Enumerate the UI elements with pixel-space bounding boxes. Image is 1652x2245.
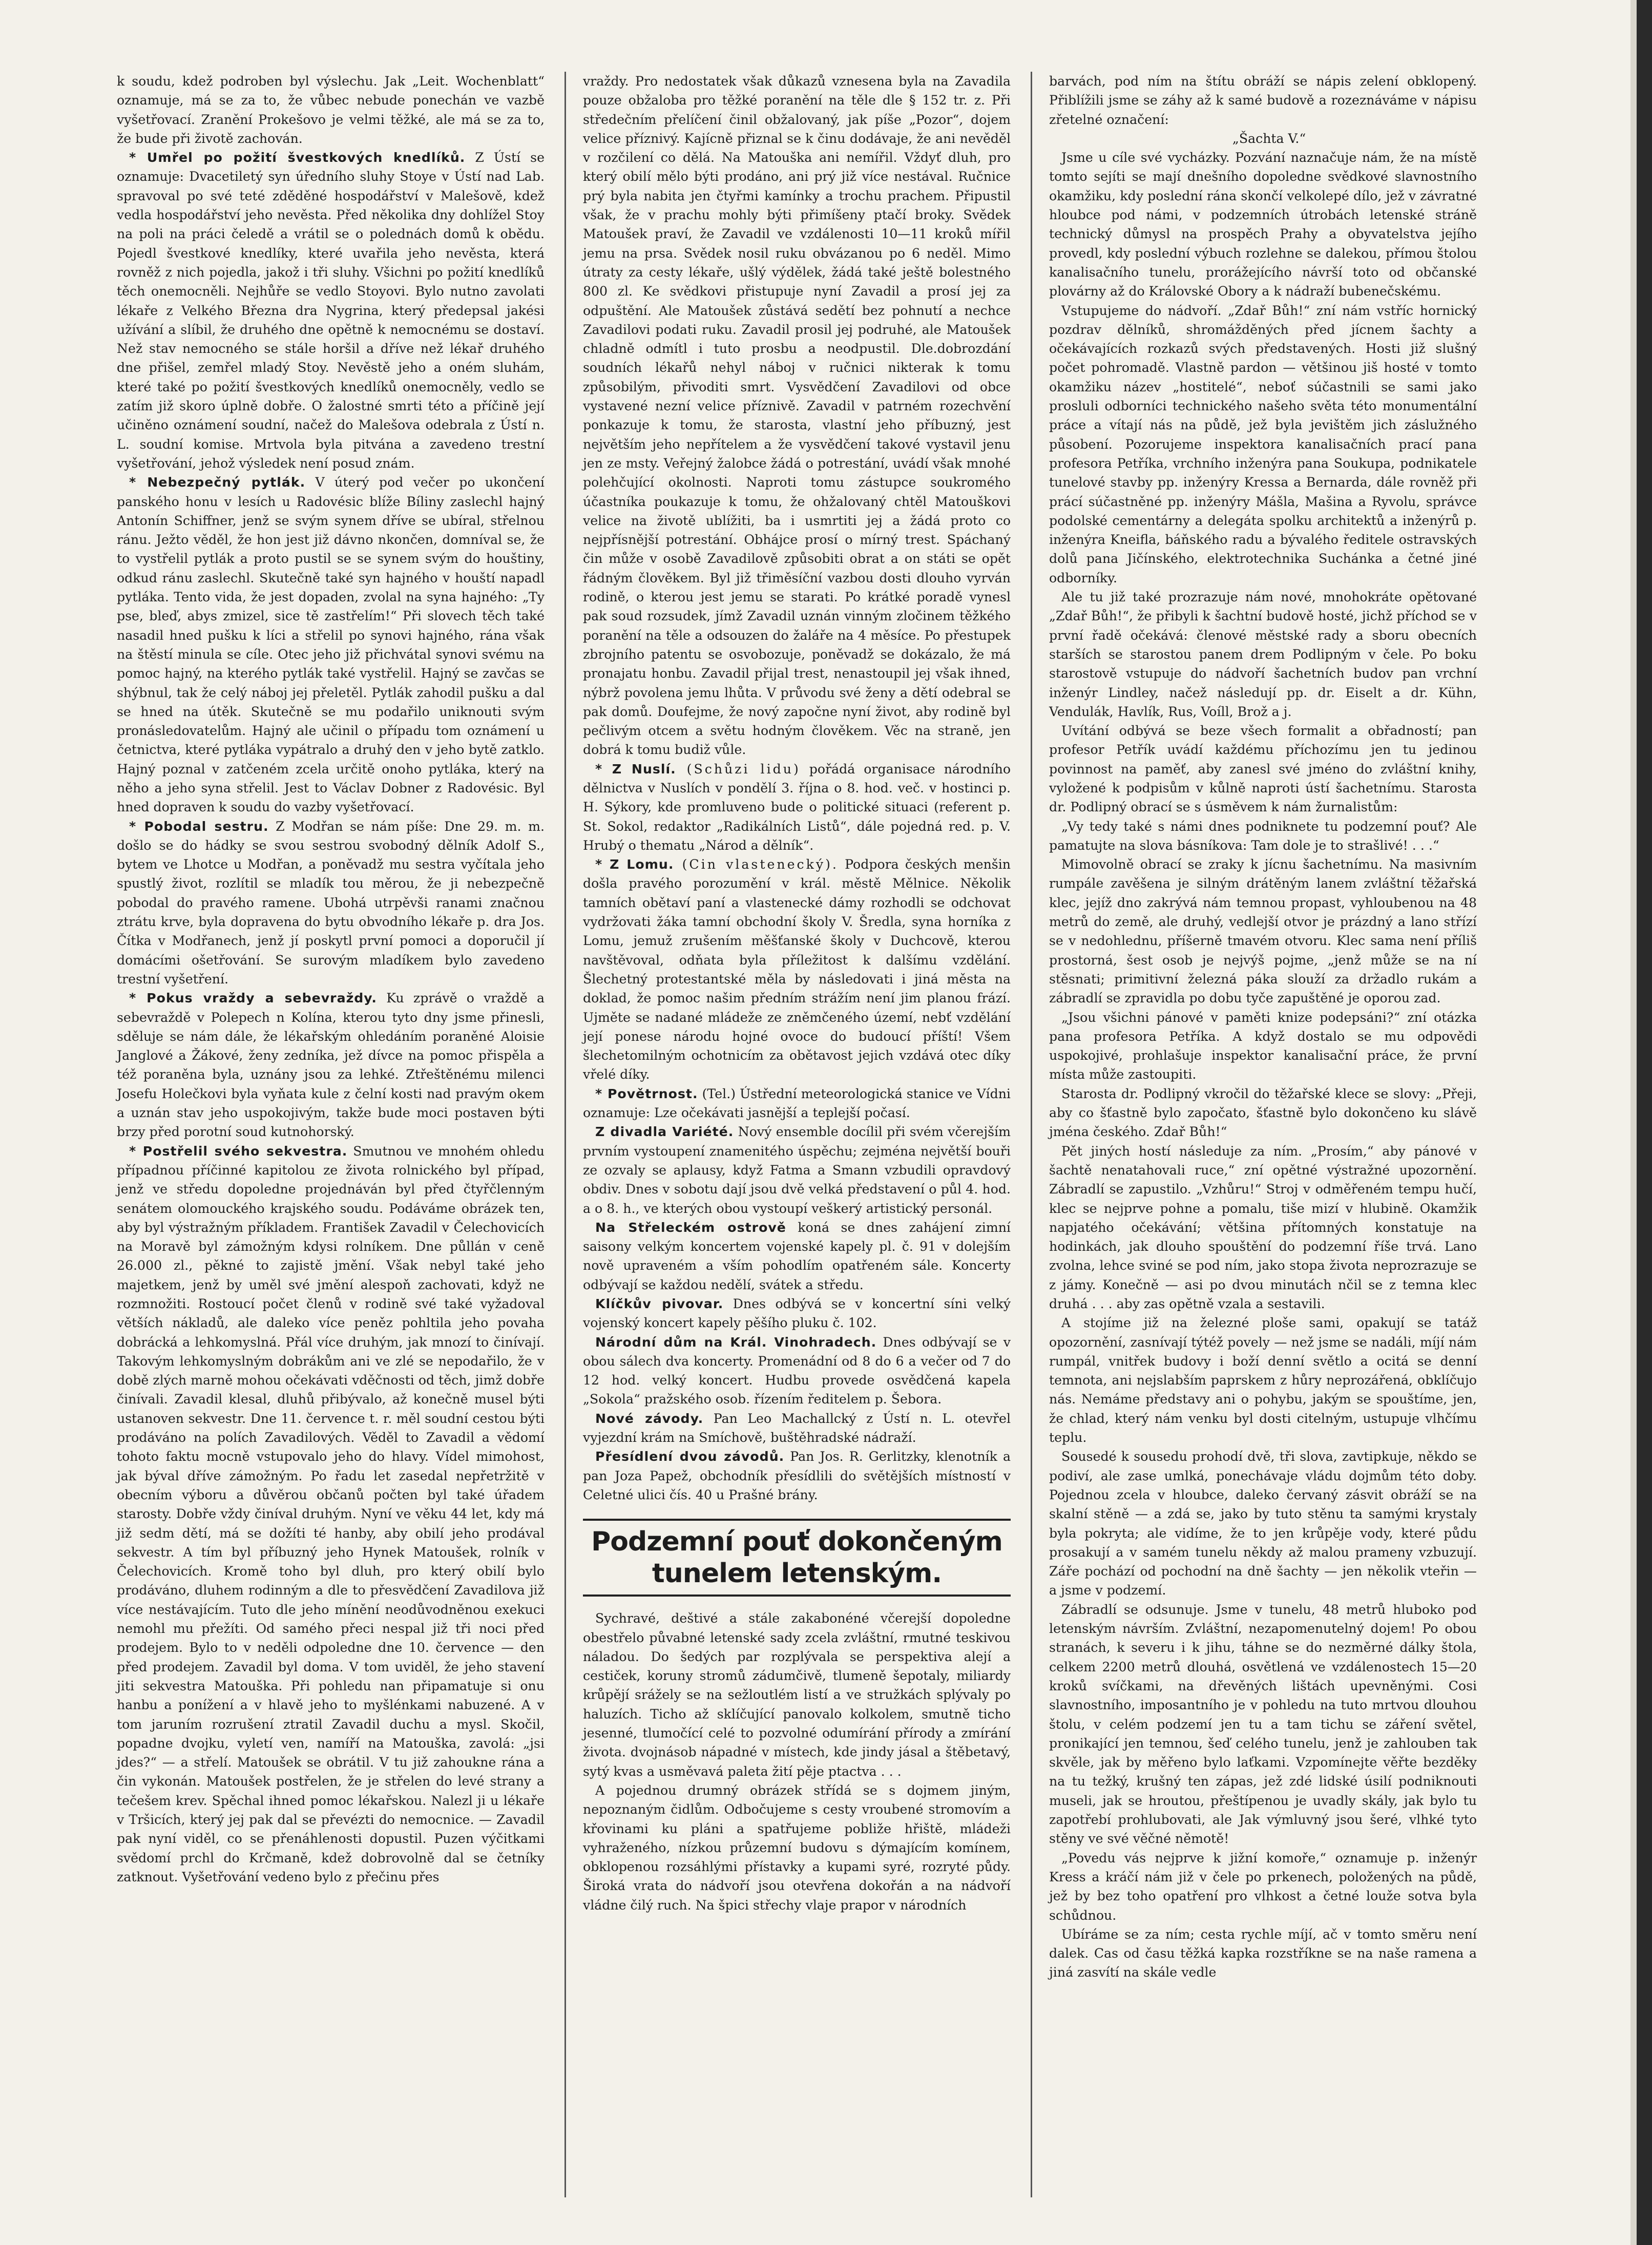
- news-headline: Na Střeleckém ostrově: [595, 1220, 786, 1235]
- paragraph: [583, 1781, 1011, 1915]
- paragraph-text: Pět jiných hostí následuje za ním. „Prosím,“ aby pánové v šachtě nenatahovali ruce,“ zní opětné výstražné upozornění. Zábradlí se zapustilo. „Vzhůru!“ Stroj v odměřeném tempu hučí, klec se nejprve pohne a pomalu, tiše mizí v hlubině. Okamžik napjatého očekávání; většina přítomných konstatuje na hodinkách, jak dlouho spouštění do podzemní říše trvá. Lano zvolna, lehce sviné se pod ním, jako stopa života neprozrazuje se z jámy. Konečně — asi po dvou minutách nčil se z temna klec druhá . . . aby zas opětně vzala a sestavili.: [1049, 1143, 1477, 1311]
- news-headline: Klíčkův pivovar.: [595, 1296, 724, 1311]
- paragraph: [1049, 301, 1477, 588]
- paragraph-text: „Jsou všichni pánové v paměti knize podepsáni?“ zní otázka pana profesora Petříka. A když dostalo se mu odpovědi uspokojivé, prohlašuje inspektor kanalisační práce, že první místa může zastoupiti.: [1049, 1010, 1477, 1082]
- column-2: [583, 72, 1011, 1915]
- news-headline: Z divadla Variété.: [595, 1124, 734, 1140]
- paragraph: [583, 1333, 1011, 1409]
- news-headline: * Postřelil svého sekvestra.: [129, 1143, 348, 1159]
- paragraph: [583, 1409, 1011, 1447]
- paragraph-text: koná se dnes zahájení zimní saisony velkým koncertem vojenské kapely pl. č. 91 v dolejším nově upraveném a vším pohodlím opatřeném sále. Koncerty odbývají se každou nedělí, svátek a středu.: [583, 1220, 1011, 1292]
- paragraph: [117, 72, 545, 148]
- news-headline: * Nebezpečný pytlák.: [129, 475, 306, 490]
- column-rule-1: [564, 72, 566, 2197]
- article-title-block: [583, 1519, 1011, 1597]
- paragraph-text: pořádá organisace národního dělnictva v Nuslích v pondělí 3. října o 8. hod. več. v hostinci p. H. Sýkory, kde promluveno bude o politické situaci (referent p. St. Sokol, redaktor „Radikálních Listů“, dále pojedná red. p. V. Hrubý o thematu „Národ a dělník“.: [583, 761, 1011, 853]
- paragraph-text: Podpora českých menšin došla pravého porozumění v král. městě Mělnice. Několik tamních obětaví paní a vlastenecké dámy rozhodli se odchovat vydržovati žáka tamní obchodní školy V. Šredla, syna horníka z Lomu, jemuž zrušením měšťanské školy v Duchcově, kterou navštěvoval, odňata byla příležitost k dalšímu vzdělání. Šlechetný protestantské měla by následovati i jiná města na doklad, že pomoc našim předním strážím není jim planou frází. Ujměte se nadané mládeže ze zněmčeného území, nebť vzdělání její ponese národu hojné ovoce do budoucí příští! Všem šlechetomilným ochotnicím za obětavost jejich vzdává otec díky vřelé díky.: [583, 857, 1011, 1082]
- paragraph: [583, 1609, 1011, 1781]
- column-rule-2: [1031, 72, 1032, 2197]
- paragraph: [583, 1447, 1011, 1504]
- paragraph-text: Ku zprávě o vraždě a sebevraždě v Polepech n Kolína, kterou tyto dny jsme přinesli, sděluje se nám dále, že lékařským ohledáním poraněné Aloisie Janglové a Žákové, ženy zedníka, jež dívce na pomoc přispěla a též poraněna byla, uznány jsou za lehké. Ztřeštěnému milenci Josefu Holečkovi byla vyňata kule z čelní kosti nad pravým okem a uznán stav jeho uspokojivým, takže bude moci postaven býti brzy před porotní soud kutnohorský.: [117, 991, 545, 1140]
- paragraph: [117, 817, 545, 989]
- paragraph-text: „Šachta V.“: [1232, 131, 1306, 146]
- paragraph: [117, 473, 545, 816]
- paragraph-text: k soudu, kdež podroben byl výslechu. Jak „Leit. Wochenblatt“ oznamuje, má se za to, že vůbec nebude ponechán ve vazbě vyšetřovací. Zranění Prokešovo je velmi těžké, ale má se za to, že bude při životě zachován.: [117, 74, 545, 146]
- paragraph: [117, 989, 545, 1141]
- paragraph: [1049, 72, 1477, 129]
- paragraph-text: Uvítání odbývá se beze všech formalit a obřadností; pan profesor Petřík uvádí každému příchozímu jen tu jedinou povinnost na paměť, aby zanesl své jméno do zvláštní knihy, vyložené k podpisům v kůlně naproti ústí šachetnímu. Starosta dr. Podlipný obrací se s úsměvem k nám žurnalistům:: [1049, 723, 1477, 815]
- paragraph: [1049, 1600, 1477, 1849]
- paragraph-text: Ale tu již také prozrazuje nám nové, mnohokráte opětované „Zdař Bůh!“, že přibyli k šachtní budově hosté, jichž příchod se v první řadě očekává: členové městské rady a sboru obecních starších se starostou panem drem Podlipným v čele. Po boku starostově vstupuje do nádvoří šachetních budov pan vrchní inženýr Lindley, načež následují pp. dr. Eiselt a dr. Kühn, Vendulák, Havlík, Rus, Voíll, Brož a j.: [1049, 590, 1477, 719]
- paragraph-text: Mimovolně obrací se zraky k jícnu šachetnímu. Na masivním rumpále zavěšena je silným drátěným lanem zvláštní těžařská klec, jejíž dno zakrývá nám temnou propast, vyhloubenou na 48 metrů do země, ale druhý, vedlejší otvor je prázdný a lano střízí se v nedohlednu, příšerně tmavém otvoru. Klec sama není příliš prostorná, šest osob je nejvýš pojme, „jenž může se na ní stěsnati; primitivní železná páka slouží za držadlo rukám a zábradlí se zpravidla po dobu tyče zapuštěné je oporou zad.: [1049, 857, 1477, 1006]
- column-3: [1049, 72, 1477, 1982]
- scan-border: [1637, 0, 1652, 2245]
- headline-subtitle: (Cin vlastenecký).: [674, 857, 839, 872]
- paragraph-text: Ubíráme se za ním; cesta rychle míjí, ač v tomto směru není dalek. Cas od času těžká kapka rozstříkne se na naše ramena a jiná zasvítí na skále vedle: [1049, 1926, 1477, 1980]
- paragraph-text: Z Modřan se nám píše: Dne 29. m. m. došlo se do hádky se svou sestrou svobodný dělník Adolf S., bytem ve Lhotce u Modřan, a poněvadž mu sestra vyčítala jeho spustlý život, rozlítil se mladík tou měrou, že ji nebezpečně pobodal do pravého ramene. Ubohá utrpěvši ranami značnou ztrátu krve, byla dopravena do bytu obvodního lékaře p. dra Jos. Čítka v Modřanech, jenž jí poskytl první pomoci a doporučil jí domácími ošetřování. Se surovým mladíkem bylo zavedeno trestní vyšetření.: [117, 819, 545, 987]
- paragraph: [1049, 817, 1477, 855]
- paragraph: [117, 1142, 545, 1887]
- paragraph: [1049, 588, 1477, 721]
- paragraph-text: A pojednou drumný obrázek střídá se s dojmem jiným, nepoznaným čidlům. Odbočujeme s cesty vroubené stromovím a křovinami ku pláni a spatřujeme pobliže hřiště, mládeži vyhraženého, nízkou průzemní budovu s dýmajícím komínem, obklopenou rozsáhlými přístavky a kupami syré, rozryté půdy. Široká vrata do nádvoří jsou otevřena dokořán a na nádvoří vládne čilý ruch. Na špici střechy vlaje prapor v národních: [583, 1782, 1011, 1913]
- paragraph: [583, 760, 1011, 855]
- paragraph-text: Sychravé, deštivé a stále zakabonéné včerejší dopoledne obestřelo půvabné letenské sady zcela zvláštní, rmutné teskivou náladou. Do šedých par rozplývala se perspektiva alejí a cestiček, koruny stromů zádumčivě, tlumeně šepotaly, miliardy krůpějí srážely se na sežloutlém listí a ve stružkách splývaly po haluzích. Ticho až sklíčující panovalo kolkolem, smutně ticho jesenné, tlumočící celé to pozvolné odumírání přírody a zmírání života. dvojnásob nápadné v místech, kde jindy jásal a štěbetavý, sytý kvas a usměvavá paleta žití pěje ptactva . . .: [583, 1611, 1011, 1779]
- paragraph-text: Z Ústí se oznamuje: Dvacetiletý syn úředního sluhy Stoye v Ústí nad Lab. spravoval po své teté zděděné hospodářství v Malešově, kdež vedla hospodářství jeho nevěsta. Před několika dny dohlížel Stoy na poli na práci čeledě a vrátil se o polednách domů k obědu. Pojedl švestkové knedlíky, které uvařila jeho nevěsta, která rovněž z nich pojedla, jakož i tři sluhy. Všichni po požití knedlíků těch onemocněli. Nejhůře se vedlo Stoyovi. Bylo nutno zavolati lékaře z Velkého Března dra Nygrina, který předepsal jakési užívání a slíbil, že druhého dne opětně k nemocnému se dostaví. Než stav nemocného se stále horšil a dříve než lékař druhého dne přišel, zemřel mladý Stoy. Nevěstě jeho a oném sluhám, které také po požití švestkových knedlíků onemocněly, vedlo se zatím již skoro úplně dobře. O žalostné smrti této a příčině její učiněno oznámení soudní, načež do Malešova odebrala z Ústí n. L. soudní komise. Mrtvola byla pitvána a zavedeno trestní vyšetřování, jehož výsledek není posud znám.: [117, 150, 545, 471]
- paragraph: [1049, 721, 1477, 816]
- paragraph-text: Dnes odbývá se v koncertní síni velký vojenský koncert kapely pěšího pluku č. 102.: [583, 1296, 1011, 1331]
- paragraph-text: A stojíme již na železné ploše sami, opakují se tatáž opozornění, zasnívají týtéž povely — než jsme se nadáli, míjí nám rumpál, vnitřek budovy i boží denní světlo a ocitá se denní temnota, ani nejslabším paprskem z hůry neprozářená, obklíčujo nás. Nemáme představy ani o pohybu, jakým se spouštíme, jen, že chlad, který nám venku byl dosti citelným, ustupuje vlhčímu teplu.: [1049, 1315, 1477, 1445]
- paragraph: [583, 1122, 1011, 1218]
- news-headline: * Pobodal sestru.: [129, 819, 269, 834]
- paragraph-text: „Povedu vás nejprve k jižní komoře,“ oznamuje p. inženýr Kress a kráčí nám již v čele po prkenech, položených na půdě, jež by bez toho opatření pro vlhkost a četné louže sotva byla schůdnou.: [1049, 1850, 1477, 1923]
- paragraph: [1049, 1849, 1477, 1925]
- news-headline: * Umřel po požití švestkových knedlíků.: [129, 150, 466, 165]
- paragraph-text: Zábradlí se odsunuje. Jsme v tunelu, 48 metrů hluboko pod letenským návrším. Zvláštní, nezapomenutelný dojem! Po obou stranách, k severu i k jihu, táhne se do nezměrné dálky štola, celkem 2200 metrů dlouhá, osvětlená ve vzdálenostech 15—20 kroků svíčkami, na dřevěných lištách upevněnými. Cosi slavnostního, imposantního je v pohledu na tuto mrtvou dlouhou štolu, v celém podzemí jen tu a tam tichu se záření světel, pronikající jen temnou, šeď celého tunelu, jenž je zahlouben tak skvěle, jak by měřeno bylo laťkami. Vzpomínejte věřte bezděky na tu težký, krušný ten zápas, jež zdé lidské úsilí podniknouti museli, jak se hroutou, přeštípenou je uvadly skály, jak bylo tu zapotřebí prohlubovati, ale Jak výmluvný jsou šeré, vlhké tyto stěny ve své věčné němotě!: [1049, 1602, 1477, 1847]
- news-headline: * Povětrnost.: [595, 1086, 698, 1101]
- paragraph: [583, 72, 1011, 760]
- paragraph-text: barvách, pod ním na štítu obráží se nápis zelení obklopený. Přiblížili jsme se záhy až k samé budově a rozeznáváme v nápisu zřetelné označení:: [1049, 74, 1477, 127]
- paragraph-text: Sousedé k sousedu prohodí dvě, tři slova, zavtipkuje, někdo se podiví, ale zase umlká, ponechávaje vládu dojmům této doby. Pojednou zcela v hloubce, daleko červaný zásvit obráží se na skalní stěně — a zdá se, jako by tuto stěnu ta samými krystaly byla pokryta; ale vidíme, že to jen krůpěje vody, které půdu prosakují a v samém tunelu někdy až malou prameny vzbuzují. Záře pochází od pochodní na dně šachty — jen několik vteřin — a jsme v podzemí.: [1049, 1449, 1477, 1598]
- paragraph-text: Smutnou ve mnohém ohledu případnou příčinné kapitolou ze života rolnického byl případ, jenž ve středu dopoledne projednáván byl před čtyřčlenným senátem olomouckého krajského soudu. Podáváme obrázek ten, aby byl výstražným příkladem. František Zavadil v Čelechovicích na Moravě byl zámožným kdysi rolníkem. Dne půllán v ceně 26.000 zl., pěkné to zajistě jmění. Však nebyl také jeho majetkem, jenž by uměl své jmění alespoň zachovati, když ne rozmnožiti. Rostoucí počet členů v rodině své také vyžadoval větších nákladů, ale daleko více peněz pohltila jeho povaha dobrácká a lehkomyslná. Přál více druhým, jak mnozí to činívají. Takovým lehkomyslným dobrákům ani ve zlé se nepodařilo, že v době zlých marně mohou očekávati vděčnosti od těch, jimž dobře činívali. Zavadil klesal, dluhů přibývalo, až konečně musel býti ustanoven sekvestr. Dne 11. července t. r. měl soudní cestou býti prodáváno na polích Zavadilových. Věděl to Zavadil a vědomí tohoto faktu mocně vstupovalo jeho do hlavy. Vídel mimohost, jak býval dříve zámožným. Po řadu let zasedal nepřetržitě v obecním výboru a důvěrou občanů počten byl také úřadem starosty. Dobře vždy činíval druhým. Nyní ve věku 44 let, kdy má již sedm dětí, má se dožíti té hanby, aby obilí jeho prodával sekvestr. A tím byl příbuzný jeho Hynek Matoušek, rolník v Čelechovicích. Kromě toho byl dluh, pro který obilí bylo prodáváno, dluhem rodinným a dle to přesvědčení Zavadilova již více nestávajícím. Tuto dle jeho mínění neodůvodněnou exekuci nemohl mu přežíti. Od samého přeci nespal již tři noci před prodejem. Bylo to v neděli odpoledne dne 10. července — den před prodejem. Zavadil byl doma. V tom uviděl, že jeho stavení jiti sekvestra Matouška. Při pohledu nan připamatuje si onu hanbu a ponížení a v hlavě jeho to myšlénkami nabuzené. A v tom jaruním rozrušení ztratil Zavadil duchu a mysl. Skočil, popadne dvojku, vyletí ven, namíří na Matouška, zavolá: „jsi jdes?“ — a střelí. Matoušek se obrátil. V tu již zahoukne rána a čin vykonán. Matoušek postřelen, že je střelen do levé strany a tečešem krev. Spěchal ihned pomoc lékařskou. Nalezl ji u lékaře v Tršicích, který jej pak dal se převézti do nemocnice. — Zavadil pak nyní viděl, co se přenáhlenosti dopustil. Puzen výčitkami svědomí prchl do Krčmaně, kdež dobrovolně dal se četníky zatknout. Vyšetřování vedeno bylo z přečinu přes: [117, 1143, 545, 1884]
- paragraph-text: Dnes odbývají se v obou sálech dva koncerty. Promenádní od 8 do 6 a večer od 7 do 12 hod. velký koncert. Hudbu provede osvědčená kapela „Sokola“ pražského osob. řízením ředitelem p. Šebora.: [583, 1334, 1011, 1407]
- paragraph-text: Vstupujeme do nádvoří. „Zdař Bůh!“ zní nám vstříc hornický pozdrav dělníků, shromážděných před jícnem šachty a očekávajících rozkazů svých představených. Hosti již slušný počet pohromadě. Vlastně pardon — většinou jiš hosté v tomto okamžiku název „hostitelé“, neboť súčastnili se sami jako prosluli odborníci technického našeho světa této monumentální práce a vítají nás na půdě, jež byla jevištěm jich záslužného působení. Pozorujeme inspektora kanalisačních prací pana profesora Petříka, vrchního inženýra pana Soukupa, podnikatele tunelové stavby pp. inženýry Kressa a Bernarda, dále rovněž při prácí súčastněné pp. inženýry Mášla, Mašina a Ryvolu, správce podolské cementárny a delegáta spolku architektů a inženýrů p. inženýra Kneifla, báňského radu a bývalého ředitele ostravských dolů pana Jičínského, elektrotechnika Suchánka a četné jiné odborníky.: [1049, 303, 1477, 585]
- paragraph: [1049, 855, 1477, 1008]
- news-headline: Národní dům na Král. Vinohradech.: [595, 1334, 877, 1350]
- paragraph-text: Nový ensemble docílil při svém včerejším prvním vystoupení znamenitého úspěchu; zejména největší bouři ze ozvaly se aplausy, když Fatma a Smann vzbudili opravdový obdiv. Dnes v sobotu dají jsou dvě velká představení o půl 4. hod. a o 8. h., ve kterých obou vystoupí veškerý artistický personál.: [583, 1124, 1011, 1216]
- headline-subtitle: (Schůzi lidu): [676, 761, 801, 777]
- paragraph-text: vraždy. Pro nedostatek však důkazů vznesena byla na Zavadila pouze obžaloba pro těžké poranění na těle dle § 152 tr. z. Při středečním přelíčení činil obžalovaný, jak píše „Pozor“, dojem velice příznivý. Kajícně přiznal se k činu dodávaje, že ani nevěděl v rozčilení co dělá. Na Matouška ani nemířil. Vždyť dluh, pro který obilí mělo býti prodáno, ani prý již více nestával. Ručnice prý byla nabita jen čtyřmi kamínky a trochu prachem. Připustil však, že v prachu mohly býti přimíšeny ptačí broky. Svědek Matoušek praví, že Zavadil ve vzdálenosti 10—11 kroků mířil jemu na prsa. Svědek nosil ruku obvázanou po 6 neděl. Mimo útraty za cesty lékaře, ušlý výdělek, žádá také ještě bolestného 800 zl. Ke svědkovi přistupuje nyní Zavadil a prosí jej za odpuštění. Ale Matoušek zůstává sedětí bez pohnutí a nechce Zavadilovi podati ruku. Zavadil prosil jej podruhé, ale Matoušek chladně odmítl i tuto prosbu a neodpustil. Dle.dobrozdání soudních lékařů nehyl náboj v ručnici nikterak k tomu způsobilým, přivoditi smrt. Vysvědčení Zavadilovi od obce vystavené nezní velice příznivě. Zavadil v patrném rozechvění ponkazuje k tomu, že starosta, vlastní jeho příbuzný, jest největším jeho nepřítelem a že vysvědčení takové vystavil jenu jen ze msty. Veřejný žalobce žádá o potrestání, uvádí však mnohé polehčující okolnosti. Naproti tomu zástupce soukromého účastníka poukazuje k tomu, že ohžalovaný chtěl Matouškovi velice na životě ublížiti, ba i usmrtiti jej a žádá proto co nejpřísnější potrestání. Obhájce prosí o mírný trest. Spáchaný čin může v osobě Zavadilově způsobiti obrat a on státi se opět řádným člověkem. Byl již třiměsíční vazbou dosti dlouho vyrván rodině, o kterou jest jemu se starati. Po krátké poradě vynesl pak soud rozsudek, jímž Zavadil uznán vinným zločinem těžkého poranění na těle a odsouzen do žaláře na 4 měsíce. Po přestupek zbrojního patentu se osvobozuje, poněvadž se dokázalo, že má pronajatu honbu. Zavadil přijal trest, nenastoupil jej však ihned, nýbrž povolena jemu lhůta. V průvodu své ženy a dětí odebral se pak domů. Doufejme, že nový započne nyní život, aby rodině byl pečlivým otcem a světu hodným člověkem. Věc na straně, jen dobrá k tomu budiž vůle.: [583, 74, 1011, 758]
- paragraph-text: Pan Jos. R. Gerlitzky, klenotník a pan Joza Papež, obchodník přesídlili do světějších místností v Celetné ulici čís. 40 u Prašné brány.: [583, 1449, 1011, 1502]
- paragraph: [1049, 1447, 1477, 1600]
- paragraph: [583, 855, 1011, 1084]
- news-headline: Nové závody.: [595, 1411, 704, 1426]
- paragraph: [1049, 1142, 1477, 1314]
- paragraph: [1049, 148, 1477, 301]
- article-title: Podzemní pouť dokončeným tunelem letenským.: [591, 1526, 1002, 1589]
- page-edge-shadow: [1630, 0, 1637, 2245]
- paragraph: [1049, 1925, 1477, 1982]
- paragraph: [583, 1294, 1011, 1333]
- paragraph: [117, 148, 545, 473]
- news-headline: Přesídlení dvou závodů.: [595, 1449, 785, 1464]
- paragraph-text: „Vy tedy také s námi dnes podniknete tu podzemní pouť? Ale pamatujte na slova básníkova: Tam dole je to strašlivé! . . .“: [1049, 819, 1477, 853]
- paragraph: [583, 1084, 1011, 1123]
- news-headline: * Pokus vraždy a sebevraždy.: [129, 991, 377, 1006]
- paragraph: [1049, 1084, 1477, 1142]
- column-1: [117, 72, 545, 1886]
- news-headline: * Z Nuslí.: [595, 761, 676, 777]
- paragraph: [583, 1218, 1011, 1294]
- paragraph-text: Pan Leo Machallcký z Ústí n. L. otevřel vyjezdní krám na Smíchově, buštěhradské nádraží.: [583, 1411, 1011, 1445]
- paragraph: [1049, 1008, 1477, 1084]
- paragraph-text: Jsme u cíle své vycházky. Pozvání naznačuje nám, že na místě tomto sejíti se mají dnešního dopoledne svědkové slavnostního okamžiku, kdy poslední rána skončí velkolepé dílo, jež v závratné hloubce pod námi, v podzemních útrobách letenské stráně technický důmysl na prospěch Prahy a obyvatelstva jejího provedl, kdy poslední výbuch rozlehne se dalekou, přímou štolou kanalisačního tunelu, prorážejícího návrší toto od občanské plovárny až do Královské Obory a k nádraží bubenečskému.: [1049, 150, 1477, 299]
- paragraph-text: V úterý pod večer po ukončení panského honu v lesích u Radovésic blíže Bíliny zaslechl hajný Antonín Schiffner, jenž se svým synem dříve se ubíral, střelnou ránu. Ježto věděl, že hon jest již dávno nkončen, domníval se, že to vystřelil pytlák a proto pustil se se synem svým do houštiny, odkud ránu zaslechl. Skutečně také syn hajného v houští napadl pytláka. Tento vida, že jest dopaden, zvolal na syna hajného: „Ty pse, bleď, abys zmizel, sice tě zastřelím!“ Při slovech těch také nasadil hned pušku k líci a střelil po synovi hajného, rána však na štěstí minula se cíle. Otec jeho již přichvátal synovi svému na pomoc hajný, na kterého pytlák také vystřelil. Hajný se zavčas se shýbnul, tak že celý náboj jej přeletěl. Pytlák zahodil pušku a dal se hned na útěk. Skutečně se mu podařilo uniknouti svým pronásledovatelům. Hajný ale učinil o případu tom oznámení u četnictva, které pytláka vypátralo a druhý den v jeho bytě zatklo. Hajný poznal v zatčeném zcela určitě onoho pytláka, který na něho a jeho syna střelil. Jest to Václav Dobner z Radovésic. Byl hned dopraven k soudu do vazby vyšetřovací.: [117, 475, 545, 815]
- paragraph-text: Starosta dr. Podlipný vkročil do těžařské klece se slovy: „Přeji, aby co šťastně bylo započato, šťastně bylo dokončeno ku slávě jména českého. Zdař Bůh!“: [1049, 1086, 1477, 1140]
- paragraph: [1049, 129, 1477, 148]
- news-headline: * Z Lomu.: [595, 857, 674, 872]
- paragraph: [1049, 1313, 1477, 1447]
- paragraph-text: (Tel.) Ústřední meteorologická stanice ve Vídni oznamuje: Lze očekávati jasnější a teplejší počasí.: [583, 1086, 1011, 1121]
